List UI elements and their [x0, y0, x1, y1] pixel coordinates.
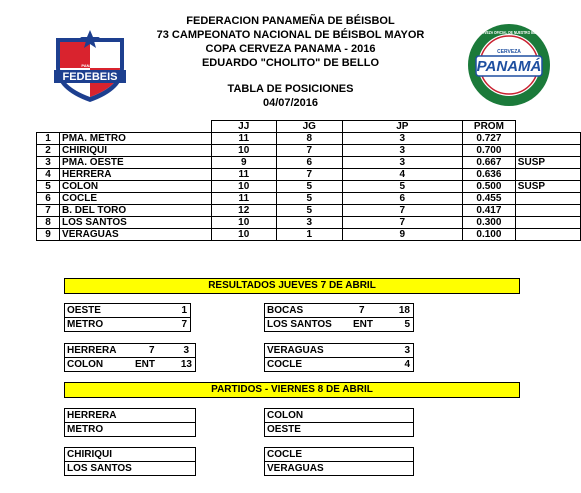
match-box-colon-oeste: COLON OESTE: [264, 408, 414, 437]
fedebeis-wordmark: FEDEBEIS: [62, 71, 118, 83]
standings-row: 5 COLON 10 5 5 0.500 SUSP: [37, 181, 581, 193]
match-box-cocle-veraguas: COCLE VERAGUAS: [264, 447, 414, 476]
result-box-oeste-metro: OESTE 1 METRO 7: [64, 303, 191, 332]
fedebeis-logo: [52, 28, 128, 104]
standings-row: 3 PMA. OESTE 9 6 3 0.667 SUSP: [37, 157, 581, 169]
standings-row: 4 HERRERA 11 7 4 0.636: [37, 169, 581, 181]
standings-table: [36, 120, 581, 241]
col-jp: JP: [342, 121, 462, 133]
result-box-veraguas-cocle: VERAGUAS 3 COCLE 4: [264, 343, 414, 372]
panama-wordmark: PANAMÁ: [476, 58, 542, 75]
championship-title: 73 CAMPEONATO NACIONAL DE BÉISBOL MAYOR: [156, 29, 425, 41]
col-prom: PROM: [463, 121, 516, 133]
cerveza-label: CERVEZA: [497, 49, 521, 55]
results-banner: RESULTADOS JUEVES 7 DE ABRIL: [64, 278, 520, 294]
result-box-bocas-lossantos: BOCAS 7 18 LOS SANTOS ENT 5: [264, 303, 414, 332]
standings-row: 6 COCLE 11 5 6 0.455: [37, 193, 581, 205]
result-box-herrera-colon: HERRERA 7 3 COLON ENT 13: [64, 343, 196, 372]
table-title: TABLA DE POSICIONES: [227, 83, 354, 95]
seal-ring-text: LA CERVEZA OFICIAL DE NUESTRO BÉISBOL: [472, 30, 572, 35]
col-jj: JJ: [211, 121, 276, 133]
standings-row: 8 LOS SANTOS 10 3 7 0.300: [37, 217, 581, 229]
standings-row: 2 CHIRIQUI 10 7 3 0.700: [37, 145, 581, 157]
standings-row: 1 PMA. METRO 11 8 3 0.727: [37, 133, 581, 145]
standings-header-row: [37, 121, 581, 133]
match-box-chiriqui-lossantos: CHIRIQUI LOS SANTOS: [64, 447, 196, 476]
table-date: 04/07/2016: [262, 97, 319, 109]
cup-title: COPA CERVEZA PANAMA - 2016: [205, 43, 376, 55]
standings-row: 7 B. DEL TORO 12 5 7 0.417: [37, 205, 581, 217]
fedebeis-tag: PANAMA: [81, 63, 99, 68]
col-jg: JG: [276, 121, 342, 133]
federation-title: FEDERACION PANAMEÑA DE BÉISBOL: [186, 15, 395, 27]
standings-row: 9 VERAGUAS 10 1 9 0.100: [37, 229, 581, 241]
cerveza-panama-logo: [466, 22, 572, 108]
match-box-herrera-metro: HERRERA METRO: [64, 408, 196, 437]
matches-banner: PARTIDOS - VIERNES 8 DE ABRIL: [64, 382, 520, 398]
dedication-title: EDUARDO "CHOLITO" DE BELLO: [201, 57, 380, 69]
